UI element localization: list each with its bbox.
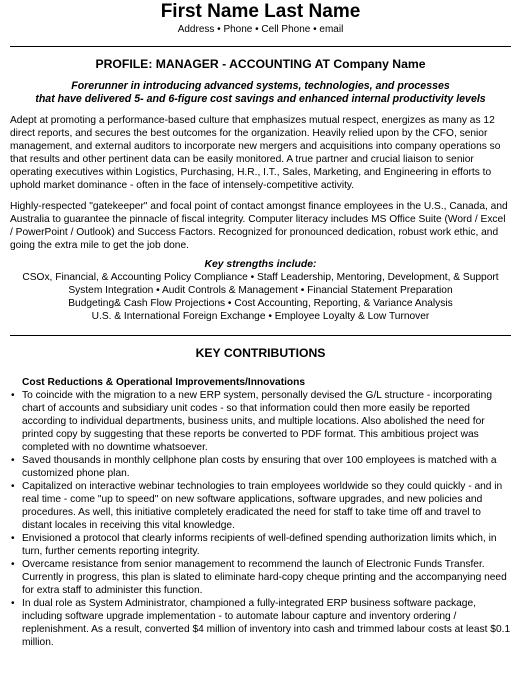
list-item-text: To coincide with the migration to a new ERP system, personally devised the G/L structure - incorporating chart of accounts and subsidiary unit codes - so that information could then more easily be reported according to individual departments, business units, and multiple locations. Also abolished the need for printed copy by suggesting that these reports be converted to PDF format. This ambitious project was completed with no downtime whatsoever. bbox=[22, 390, 492, 453]
strengths-line: U.S. & International Foreign Exchange • Employee Loyalty & Low Turnover bbox=[91, 311, 430, 322]
list-item bbox=[11, 389, 511, 454]
profile-title: PROFILE: MANAGER - ACCOUNTING AT Company Name bbox=[95, 57, 426, 71]
list-item-text: Saved thousands in monthly cellphone plan costs by ensuring that over 100 employees is matched with a customized phone plan. bbox=[22, 455, 497, 479]
profile-paragraph-2: Highly-respected "gatekeeper" and focal point of contact amongst finance employees in the U.S., Canada, and Australia to guarantee the pinnacle of fiscal integrity. Computer literacy includes MS Office Suite (Word / Excel / PowerPoint / Outlook) and Success Factors. Recognized for pronounced dedication, robust work ethic, and going the extra mile to get the job done. bbox=[10, 201, 508, 251]
profile-tagline-line-1: Forerunner in introducing advanced systems, technologies, and processes bbox=[71, 80, 450, 92]
section-divider bbox=[10, 335, 511, 336]
header-divider bbox=[10, 46, 511, 47]
strengths-line: CSOx, Financial, & Accounting Policy Compliance • Staff Leadership, Mentoring, Development, & Support bbox=[22, 272, 499, 283]
list-item bbox=[11, 558, 511, 597]
bullet-icon: • bbox=[11, 559, 15, 570]
list-item-text: Envisioned a protocol that clearly informs recipients of well-defined spending authorization limits which, in turn, further cements reporting integrity. bbox=[22, 533, 497, 557]
bullet-icon: • bbox=[11, 598, 15, 609]
contributions-list bbox=[10, 389, 511, 649]
profile-paragraph-1: Adept at promoting a performance-based culture that emphasizes mutual respect, energizes as many as 12 direct reports, and secures the best outcomes for the organization. Heavily relied upon by the CFO, senior management, and external auditors to incorporate new mergers and acquisitions into company operations so that results and other pertinent data can be easily monitored. A true partner and crucial liaison to senior operating executives within Logistics, Purchasing, H.R., I.T., Sales, Marketing, and Engineering in efforts to uphold market dominance - often in the face of intensely-competitive activity. bbox=[10, 115, 501, 191]
bullet-icon: • bbox=[11, 533, 15, 544]
list-item-text: Capitalized on interactive webinar technologies to train employees worldwide so they could quickly - and in real time - come "up to speed" on new software applications, software upgrades, and new policies and procedures. As well, this initiative completely eradicated the need for staff to take time off and travel to distant locales in receiving this vital knowledge. bbox=[22, 481, 503, 531]
list-item bbox=[11, 454, 511, 480]
strengths-line: Budgeting& Cash Flow Projections • Cost Accounting, Reporting, & Variance Analysis bbox=[68, 298, 453, 309]
list-item bbox=[11, 480, 511, 532]
list-item-text: Overcame resistance from senior management to recommend the launch of Electronic Funds Transfer. Currently in progress, this plan is slated to eliminate hard-copy cheque printing and the accompanying need for extra staff to administer this function. bbox=[22, 559, 507, 596]
strengths-line: System Integration • Audit Controls & Management • Financial Statement Preparation bbox=[68, 285, 453, 296]
strengths-list bbox=[10, 271, 511, 323]
list-item bbox=[11, 597, 511, 649]
bullet-icon: • bbox=[11, 481, 15, 492]
contributions-title: KEY CONTRIBUTIONS bbox=[195, 346, 326, 360]
candidate-name: First Name Last Name bbox=[160, 1, 361, 22]
profile-tagline-line-2: that have delivered 5- and 6-figure cost savings and enhanced internal productivity levels bbox=[35, 93, 486, 105]
strengths-title: Key strengths include: bbox=[204, 259, 317, 270]
bullet-icon: • bbox=[11, 390, 15, 401]
profile-tagline bbox=[10, 80, 511, 106]
contact-line: Address • Phone • Cell Phone • email bbox=[177, 24, 344, 35]
list-item bbox=[11, 532, 511, 558]
bullet-icon: • bbox=[11, 455, 15, 466]
list-item-text: In dual role as System Administrator, championed a fully-integrated ERP business software package, including software upgrade implementation - to automate labour capture and inventory ordering / replenishment. As a result, converted $4 million of inventory into cash and trimmed labour costs at least $0.1 million. bbox=[22, 598, 511, 648]
contributions-subheading: Cost Reductions & Operational Improvements/Innovations bbox=[22, 377, 306, 388]
